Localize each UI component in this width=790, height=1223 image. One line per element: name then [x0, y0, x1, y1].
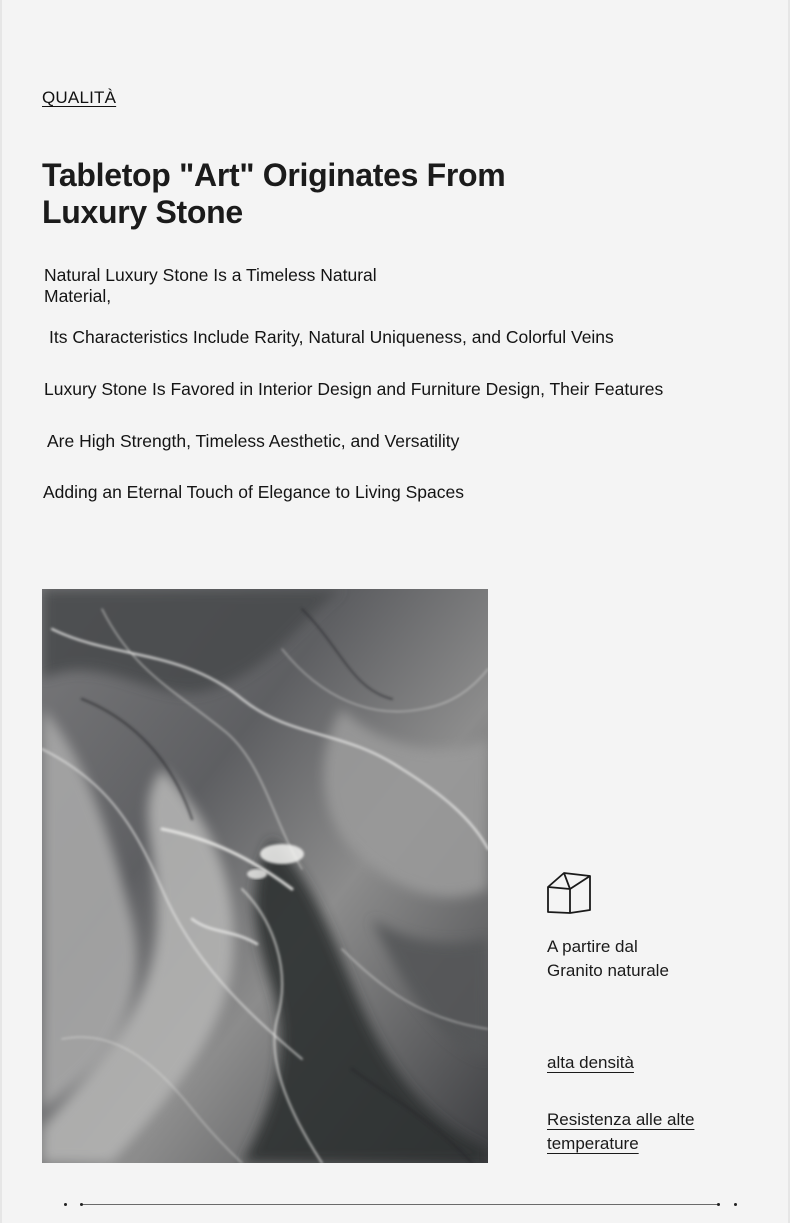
left-edge-divider — [0, 0, 2, 1223]
headline-line-2: Luxury Stone — [42, 194, 243, 230]
heat-resistance-feature: Resistenza alle alte temperature — [547, 1110, 695, 1153]
paragraph-1: Natural Luxury Stone Is a Timeless Natural Material, — [44, 265, 377, 306]
house-outline-icon — [546, 869, 592, 915]
paragraph-2: Its Characteristics Include Rarity, Natural Uniqueness, and Colorful Veins — [49, 327, 614, 347]
origin-line-2: Granito naturale — [547, 961, 669, 980]
footer-dot — [734, 1203, 737, 1206]
density-feature: alta densità — [547, 1053, 634, 1072]
page-headline — [42, 157, 562, 231]
headline-line-1: Tabletop "Art" Originates From — [42, 157, 506, 193]
footer-dot — [64, 1203, 67, 1206]
paragraph-3: Luxury Stone Is Favored in Interior Design and Furniture Design, Their Features — [44, 379, 664, 399]
footer-dot — [717, 1203, 720, 1206]
paragraph-4: Are High Strength, Timeless Aesthetic, and Versatility — [47, 431, 460, 451]
marble-stone-image — [42, 589, 488, 1163]
footer-dot — [80, 1203, 83, 1206]
paragraph-5: Adding an Eternal Touch of Elegance to Living Spaces — [43, 482, 464, 502]
origin-line-1: A partire dal — [547, 937, 638, 956]
section-eyebrow: QUALITÀ — [42, 88, 117, 107]
footer-divider — [82, 1204, 718, 1205]
origin-feature — [547, 935, 747, 983]
